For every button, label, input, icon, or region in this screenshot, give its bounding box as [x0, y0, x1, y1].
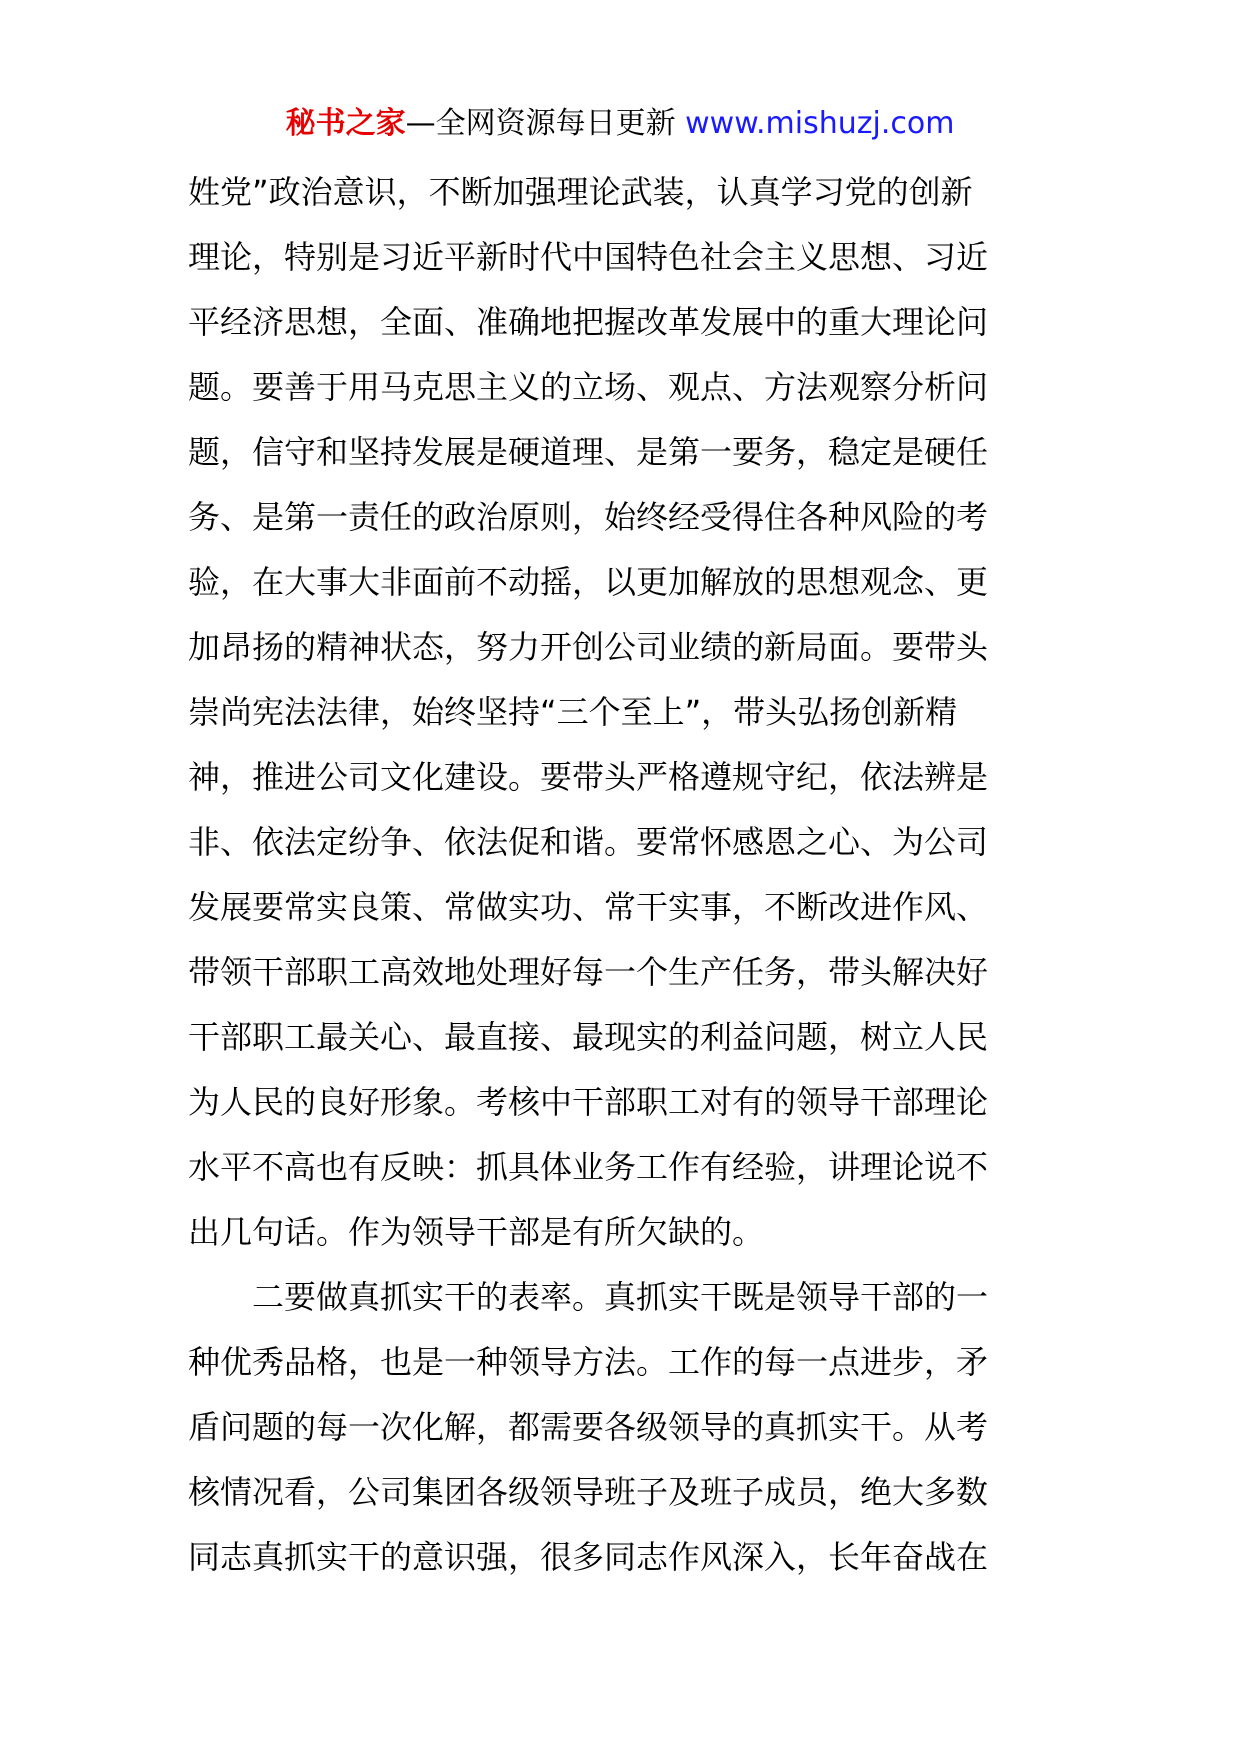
header-url[interactable]: www.mishuzj.com	[685, 106, 955, 141]
paragraph-2	[188, 1265, 1056, 1590]
text-line: 崇尚宪法法律，始终坚持“三个至上”，带头弘扬创新精	[188, 693, 958, 731]
text-line: 加昂扬的精神状态，努力开创公司业绩的新局面。要带头	[188, 628, 989, 666]
page-header	[0, 100, 1240, 148]
text-line: 非、依法定纷争、依法促和谐。要常怀感恩之心、为公司	[188, 823, 989, 861]
text-line: 干部职工最关心、最直接、最现实的利益问题，树立人民	[188, 1018, 989, 1056]
text-line: 题，信守和坚持发展是硬道理、是第一要务，稳定是硬任	[188, 433, 989, 471]
document-body	[188, 160, 1056, 1590]
text-line: 题。要善于用马克思主义的立场、观点、方法观察分析问	[188, 368, 989, 406]
text-line: 出几句话。作为领导干部是有所欠缺的。	[188, 1213, 765, 1251]
header-slogan: —全网资源每日更新	[405, 106, 676, 141]
text-line: 理论，特别是习近平新时代中国特色社会主义思想、习近	[188, 238, 989, 276]
text-line: 为人民的良好形象。考核中干部职工对有的领导干部理论	[188, 1083, 989, 1121]
paragraph-1	[188, 160, 1056, 1265]
text-line: 平经济思想，全面、准确地把握改革发展中的重大理论问	[188, 303, 989, 341]
text-line: 盾问题的每一次化解，都需要各级领导的真抓实干。从考	[188, 1408, 989, 1446]
text-line: 姓党”政治意识，不断加强理论武装，认真学习党的创新	[188, 173, 973, 211]
header-brand: 秘书之家	[285, 106, 406, 141]
text-line: 验，在大事大非面前不动摇，以更加解放的思想观念、更	[188, 563, 989, 601]
text-line: 核情况看，公司集团各级领导班子及班子成员，绝大多数	[188, 1473, 989, 1511]
text-line: 神，推进公司文化建设。要带头严格遵规守纪，依法辨是	[188, 758, 989, 796]
text-line: 发展要常实良策、常做实功、常干实事，不断改进作风、	[188, 888, 989, 926]
text-line: 水平不高也有反映：抓具体业务工作有经验，讲理论说不	[188, 1148, 989, 1186]
text-line: 种优秀品格，也是一种领导方法。工作的每一点进步，矛	[188, 1343, 989, 1381]
text-line: 二要做真抓实干的表率。真抓实干既是领导干部的一	[188, 1278, 989, 1316]
text-line: 同志真抓实干的意识强，很多同志作风深入，长年奋战在	[188, 1538, 989, 1576]
text-line: 带领干部职工高效地处理好每一个生产任务，带头解决好	[188, 953, 989, 991]
text-line: 务、是第一责任的政治原则，始终经受得住各种风险的考	[188, 498, 989, 536]
